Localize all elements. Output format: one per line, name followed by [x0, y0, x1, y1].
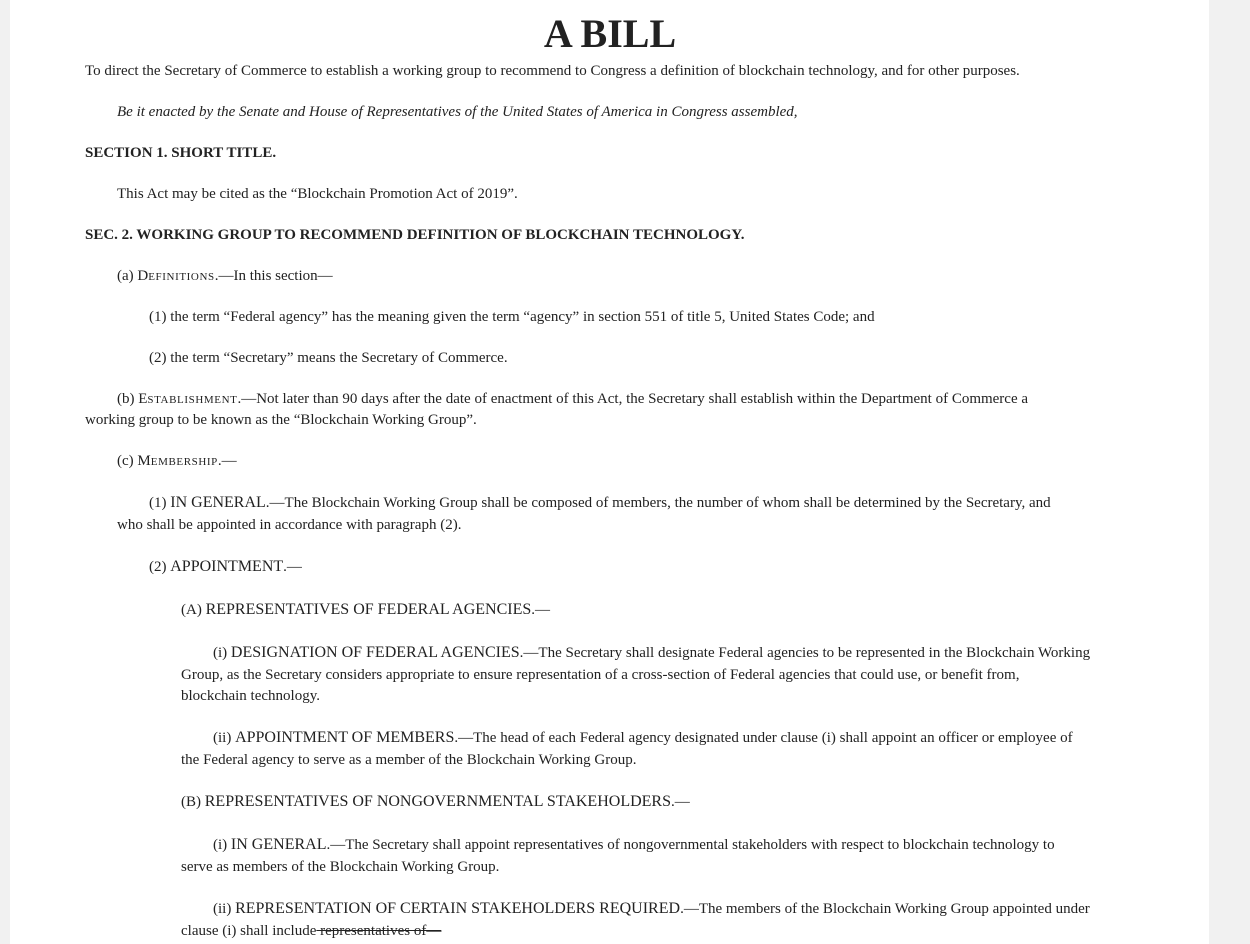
clause-B-ii-line2-text: clause (i) shall include [181, 923, 317, 939]
clause-B-i-heading: IN GENERAL [230, 836, 327, 853]
subparagraph-B-heading: REPRESENTATIVES OF NONGOVERNMENTAL STAKEHOLDERS [204, 793, 671, 810]
clause-A-i-line3: blockchain technology. [181, 688, 320, 704]
clause-A-ii-line2: the Federal agency to serve as a member of the Blockchain Working Group. [181, 752, 637, 768]
clause-A-ii-heading: APPOINTMENT OF MEMBERS [235, 729, 455, 746]
paragraph-a-2: (2) the term “Secretary” means the Secretary of Commerce. [149, 350, 508, 366]
clause-B-i [213, 834, 1055, 856]
clause-B-i-label: (i) [213, 837, 231, 853]
subsection-a [117, 265, 333, 288]
clause-A-i-label: (i) [213, 645, 231, 661]
clause-A-i [213, 642, 1090, 664]
subparagraph-A-text: .— [531, 602, 551, 618]
section-1-text: This Act may be cited as the “Blockchain Promotion Act of 2019”. [117, 186, 518, 202]
subsection-b-text-line2: working group to be known as the “Blockchain Working Group”. [85, 412, 477, 428]
struck-text: representatives of— [316, 923, 442, 939]
paragraph-c-1 [149, 492, 1051, 514]
clause-B-ii [213, 898, 1090, 920]
paragraph-c-1-line2: who shall be appointed in accordance with paragraph (2). [117, 517, 462, 533]
subparagraph-B [181, 791, 690, 813]
section-1-heading: SECTION 1. SHORT TITLE. [85, 145, 277, 161]
enacting-clause: Be it enacted by the Senate and House of Representatives of the United States of America in Congress assembled, [117, 104, 798, 120]
clause-A-i-line2: Group, as the Secretary considers appropriate to ensure representation of a cross-section of Federal agencies that could use, or benefit from, [181, 667, 1020, 683]
subsection-c-text: .— [217, 453, 237, 469]
clause-A-i-line1: .—The Secretary shall designate Federal agencies to be represented in the Blockchain Working [519, 645, 1091, 661]
paragraph-c-1-label: (1) [149, 495, 171, 511]
subsection-b-heading: STABLISHMENT [147, 394, 238, 406]
paragraph-c-2-heading: APPOINTMENT [170, 558, 284, 575]
bill-title: A BILL [543, 11, 677, 56]
subparagraph-B-text: .— [670, 794, 690, 810]
clause-B-i-line2: serve as members of the Blockchain Working Group. [181, 859, 500, 875]
subsection-c [117, 450, 237, 473]
subsection-c-prefix: (c) M [117, 453, 151, 469]
paragraph-c-1-line1: .—The Blockchain Working Group shall be composed of members, the number of whom shall be determined by the Secretary, and [265, 495, 1051, 511]
subsection-a-text: .—In this section— [214, 268, 333, 284]
paragraph-c-2-label: (2) [149, 559, 171, 575]
section-2-heading: SEC. 2. WORKING GROUP TO RECOMMEND DEFINITION OF BLOCKCHAIN TECHNOLOGY. [85, 227, 745, 243]
clause-A-ii-line1: .—The head of each Federal agency designated under clause (i) shall appoint an officer or employee of [454, 730, 1073, 746]
clause-A-ii [213, 727, 1073, 749]
clause-B-ii-heading: REPRESENTATION OF CERTAIN STAKEHOLDERS REQUIRED [235, 900, 681, 917]
subparagraph-A [181, 599, 550, 621]
subsection-b-text-line1: .—Not later than 90 days after the date of enactment of this Act, the Secretary shall establish within the Department of Commerce a [237, 391, 1029, 407]
purpose-text: To direct the Secretary of Commerce to establish a working group to recommend to Congress a definition of blockchain technology, and for other purposes. [85, 63, 1020, 79]
clause-B-ii-label: (ii) [213, 901, 236, 917]
subparagraph-B-label: (B) [181, 794, 205, 810]
subparagraph-A-label: (A) [181, 602, 206, 618]
clause-B-ii-line2 [181, 920, 441, 942]
clause-B-i-line1: .—The Secretary shall appoint representatives of nongovernmental stakeholders with respect to blockchain technology to [326, 837, 1055, 853]
subsection-b [117, 388, 1028, 411]
document-page [10, 0, 1209, 944]
paragraph-c-2 [149, 556, 302, 578]
paragraph-a-1: (1) the term “Federal agency” has the meaning given the term “agency” in section 551 of title 5, United States Code; and [149, 309, 875, 325]
clause-A-i-heading: DESIGNATION OF FEDERAL AGENCIES [230, 644, 520, 661]
clause-B-ii-line1: .—The members of the Blockchain Working Group appointed under [680, 901, 1090, 917]
subsection-a-prefix: (a) D [117, 268, 149, 284]
subsection-c-heading: EMBERSHIP [150, 456, 218, 468]
clause-A-ii-label: (ii) [213, 730, 236, 746]
paragraph-c-1-heading: IN GENERAL [170, 494, 266, 511]
subsection-b-prefix: (b) E [117, 391, 148, 407]
paragraph-c-2-text: .— [283, 559, 302, 575]
subparagraph-A-heading: REPRESENTATIVES OF FEDERAL AGENCIES [205, 601, 532, 618]
subsection-a-heading: EFINITIONS [148, 271, 215, 283]
